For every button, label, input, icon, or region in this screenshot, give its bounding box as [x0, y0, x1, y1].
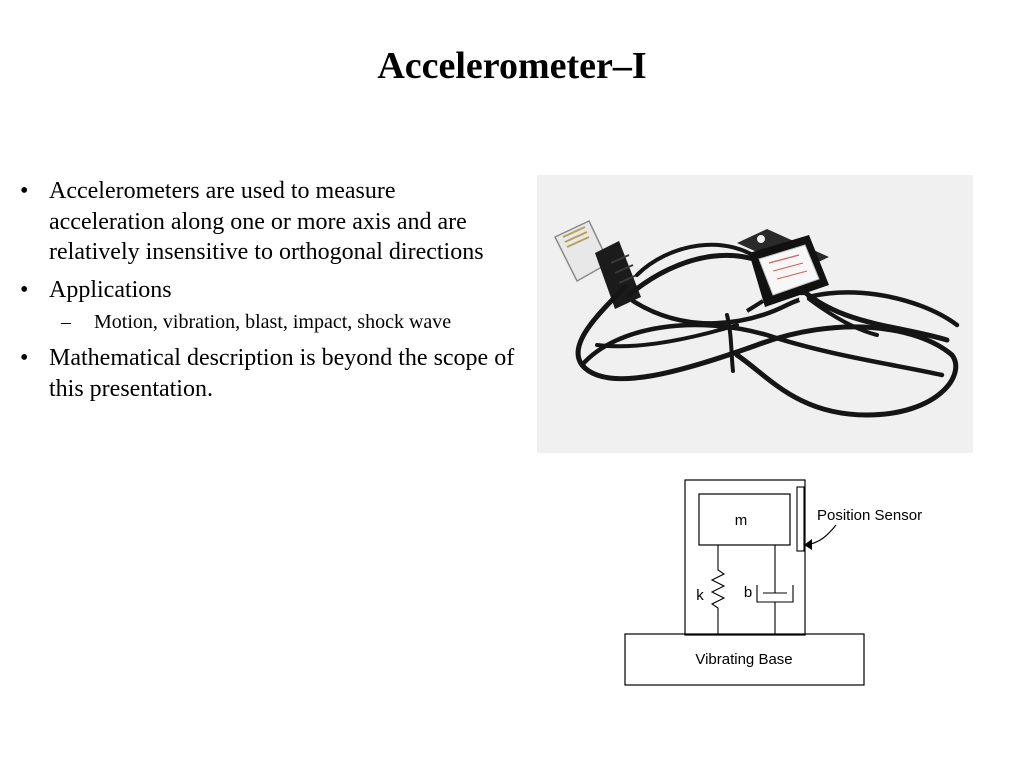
bullet-item [20, 176, 515, 268]
sub-bullet-item [49, 309, 515, 336]
vibrating-base-label: Vibrating Base [695, 651, 793, 668]
bullet-mark: • [20, 178, 29, 204]
bullet-list [20, 176, 515, 411]
spring-icon [712, 545, 724, 635]
position-sensor-label: Position Sensor [817, 507, 923, 524]
bullet-text: Mathematical description is beyond the scope of this presentation. [49, 345, 515, 402]
bullet-item [20, 275, 515, 337]
accelerometer-diagram [620, 475, 980, 695]
sub-bullet-mark: – [61, 311, 71, 333]
accelerometer-schematic [620, 475, 980, 695]
bullet-item [20, 343, 515, 404]
bullet-mark: • [20, 276, 29, 303]
mass-label: m [734, 512, 748, 529]
housing-frame [685, 480, 805, 635]
accelerometer-photo-drawing [537, 175, 973, 453]
bullet-text: Applications [49, 276, 172, 303]
bullet-mark: • [20, 345, 29, 371]
sub-bullet-list [49, 309, 515, 336]
bullet-text: Accelerometers are used to measure acceleration along one or more axis and are relatively insensitive to orthogonal directions [49, 178, 484, 265]
accelerometer-photo [537, 175, 973, 453]
spring-label: k [696, 587, 704, 604]
damper-label: b [743, 584, 753, 601]
damper-icon [757, 545, 793, 635]
sub-bullet-text: Motion, vibration, blast, impact, shock wave [94, 311, 452, 333]
position-sensor-strip [797, 487, 804, 551]
slide-title: Accelerometer–I [377, 45, 647, 87]
